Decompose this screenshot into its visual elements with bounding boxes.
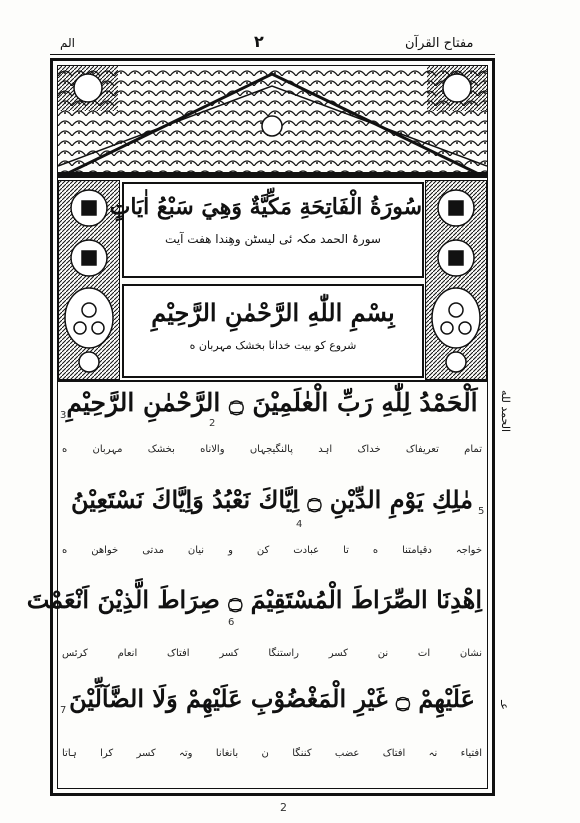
surah-title-box (109, 182, 424, 278)
verse-marker: 7 (60, 705, 67, 716)
surah-title-persian: سورۂ الحمد مکہ ئی لیسٹن وھِندا ھفت آیت (165, 232, 381, 246)
verse-marker: 5 (478, 506, 485, 517)
verse-gloss-2: خواجہ دقیامتنا ه تا عبادت کن و نیان مدتی خواهن ه (62, 545, 482, 556)
basmala-box (122, 284, 424, 378)
verse-gloss-1: تمام تعریفاک خداک اہد پالنگیجہاں والاناه بخشک مہربان ه (62, 444, 482, 455)
verse-gloss-3: نشان ات نن کسر راستنگا کسر افتاک انعام کرئس (62, 648, 482, 659)
verse-marker: 6 (228, 617, 235, 628)
left-margin-caption: عـ (498, 700, 511, 710)
verse-line-2: مٰلِكِ يَوْمِ الدِّيْنِ ۝ اِيَّاكَ نَعْبُدُ وَاِيَّاكَ نَسْتَعِيْنُ (70, 485, 474, 514)
verse-marker: 4 (296, 519, 303, 530)
right-margin-caption: الحمد لله (499, 390, 512, 433)
section-rule (58, 380, 487, 382)
top-page-number: ۲ (254, 32, 264, 51)
right-ornament-panel (425, 180, 487, 380)
surah-title-arabic: سُورَةُ الْفَاتِحَةِ مَكِّيَّةٌ وَهِيَ سَبْعُ اٰيَاتٍ (109, 194, 422, 220)
top-ornament (58, 66, 487, 178)
footer-page-number: 2 (280, 801, 287, 814)
verse-marker: 2 (209, 418, 216, 429)
corner-label: الم (60, 36, 75, 50)
verse-line-3: اِهْدِنَا الصِّرَاطَ الْمُسْتَقِيْمَ ۝ صِرَاطَ الَّذِيْنَ اَنْعَمْتَ (26, 585, 482, 614)
verse-gloss-4: افتیاء نہ افتاک عضب کننگا ن بانغانا وتہ کسر کرا ہاتا (62, 748, 482, 759)
basmala-gloss: شروع کو بیت خدانا بخشک مہربان ه (189, 339, 357, 352)
header-rule (50, 54, 495, 55)
verse-marker: 3 (60, 410, 67, 421)
verse-line-4: عَلَيْهِمْ ۝ غَيْرِ الْمَغْضُوْبِ عَلَيْهِمْ وَلَا الضَّآلِّيْنَ (69, 684, 475, 713)
basmala-arabic: بِسْمِ اللّٰهِ الرَّحْمٰنِ الرَّحِيْمِ (151, 298, 395, 327)
verse-line-1: اَلْحَمْدُ لِلّٰهِ رَبِّ الْعٰلَمِيْنَ ۝ الرَّحْمٰنِ الرَّحِيْمِ (66, 388, 478, 417)
book-title: مفتاح القرآن (405, 36, 474, 51)
